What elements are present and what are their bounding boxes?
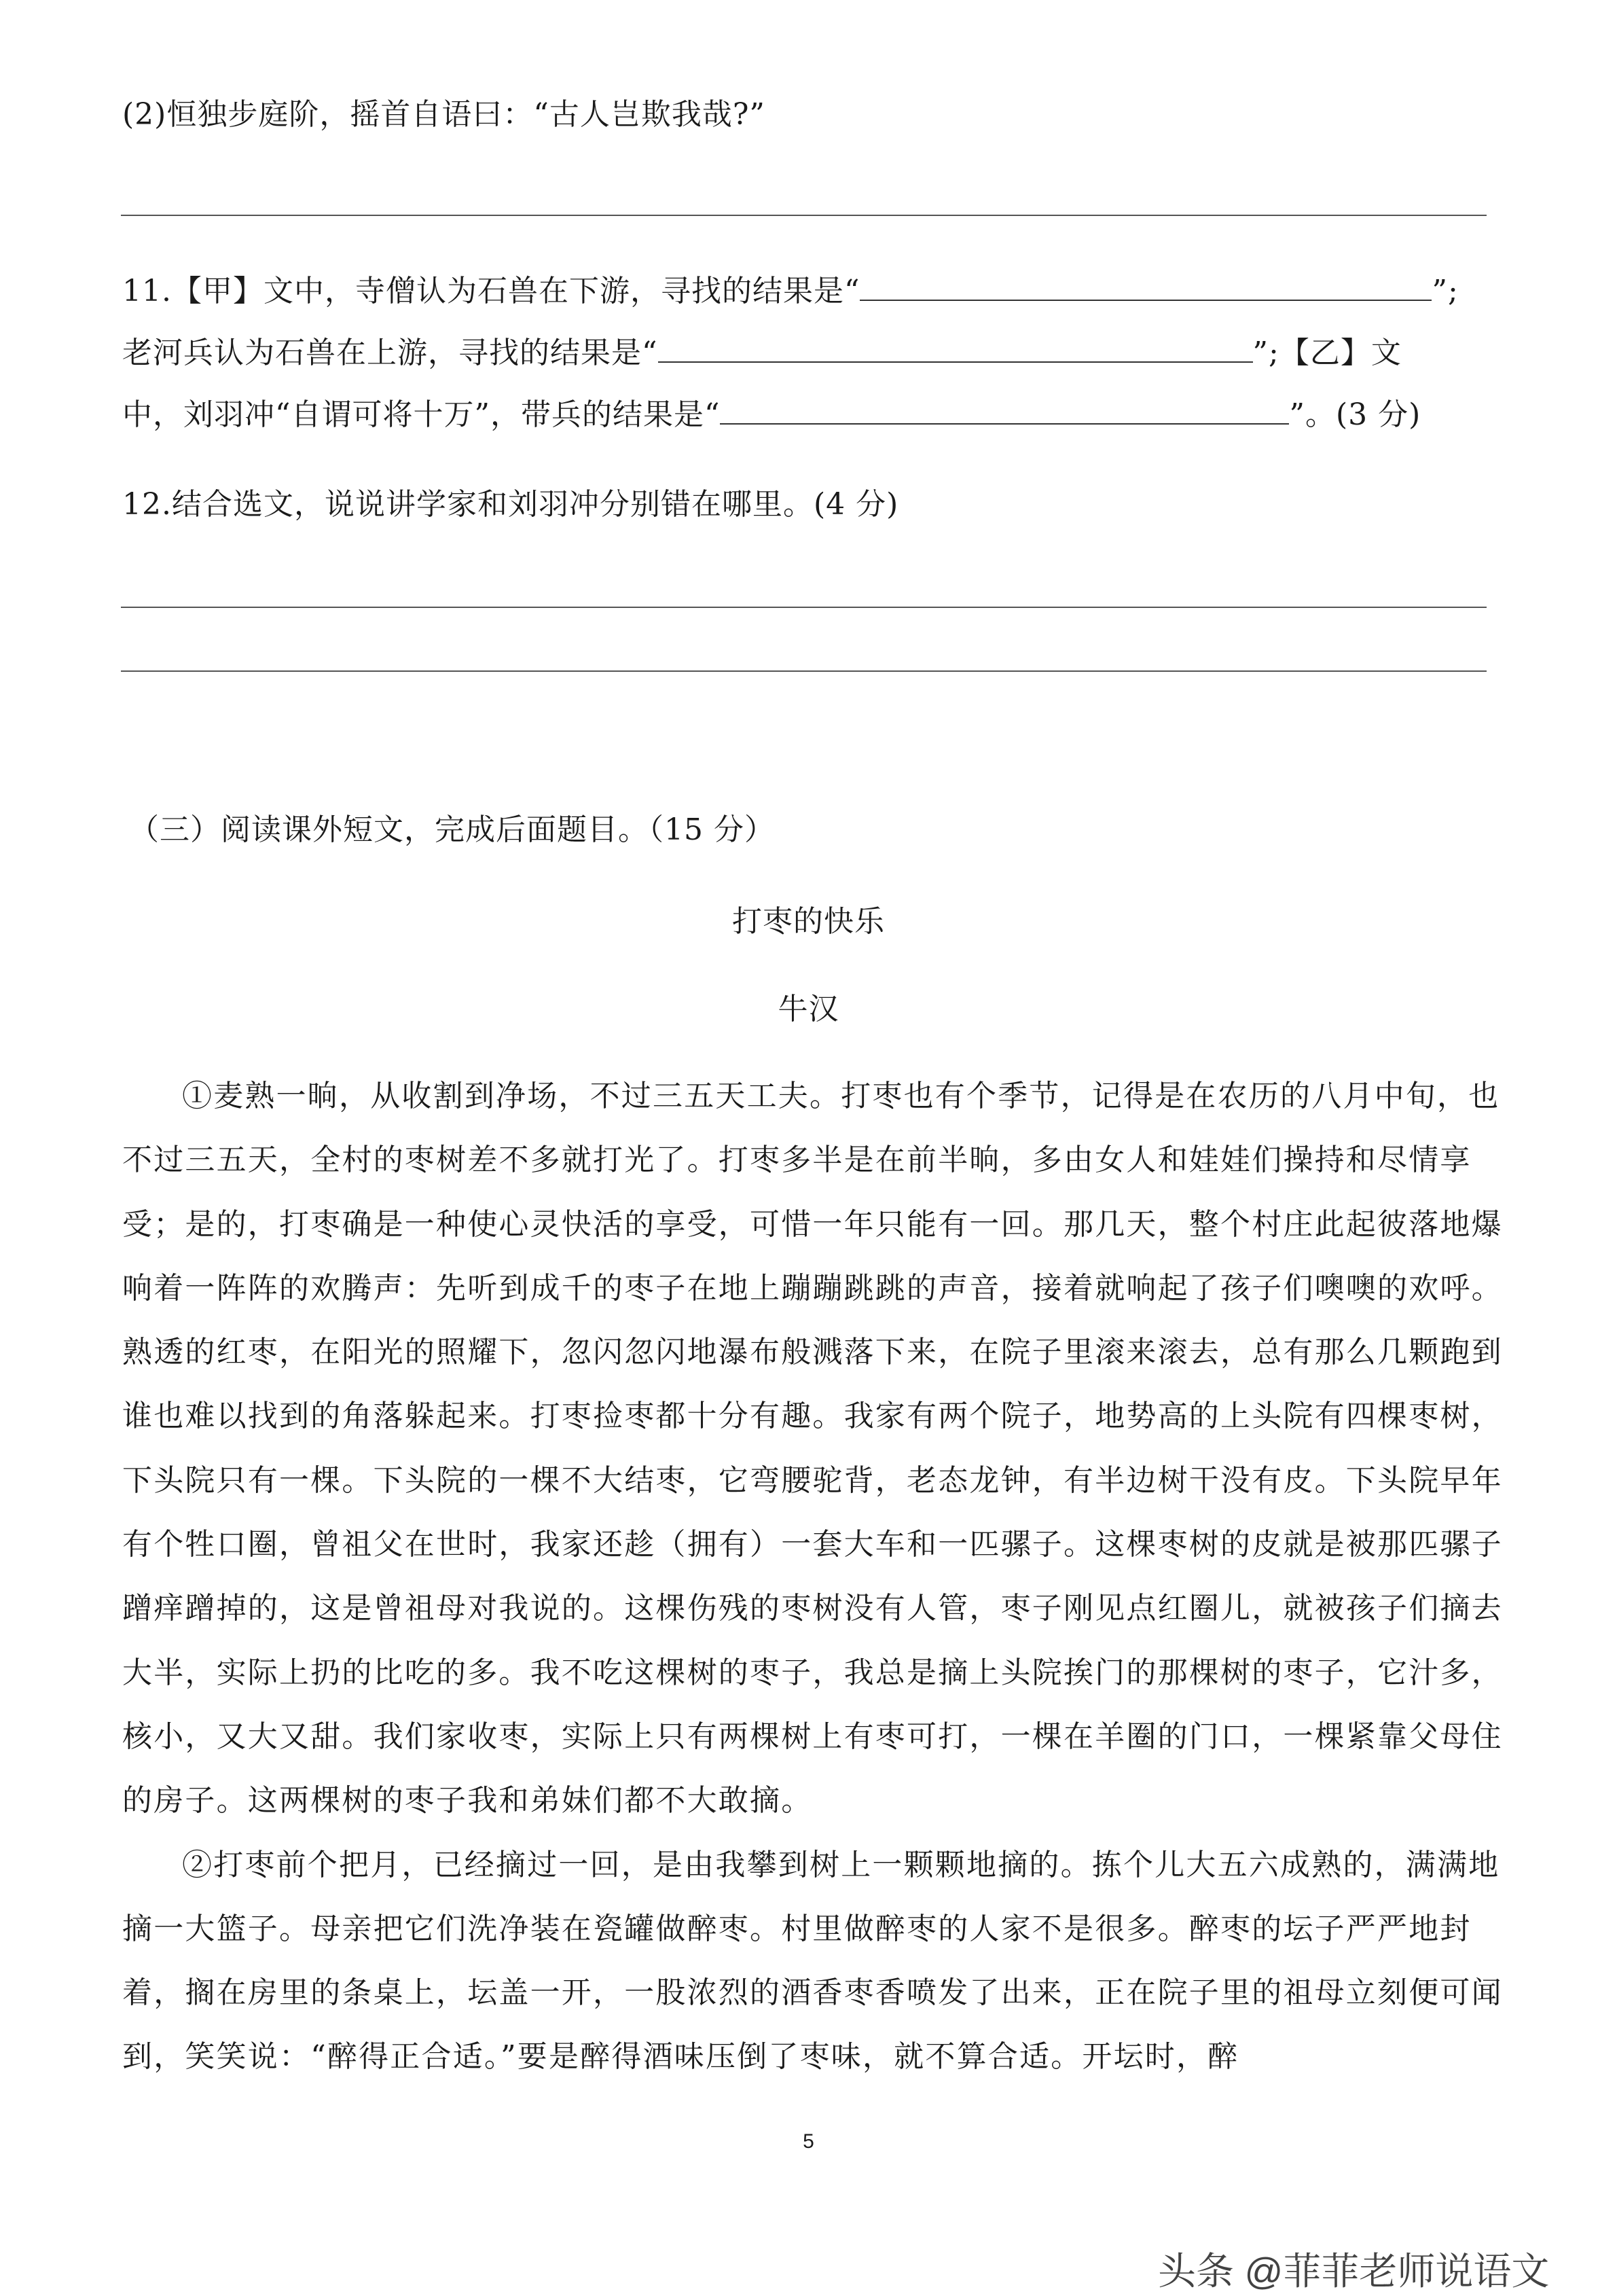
article-title: 打枣的快乐 — [732, 904, 885, 939]
q11-line2-prefix: 老河兵认为石兽在上游，寻找的结果是“ — [122, 336, 658, 370]
q11-line1-prefix: 11.【甲】文中，寺僧认为石兽在下游，寻找的结果是“ — [122, 274, 860, 308]
answer-blank[interactable] — [720, 396, 1289, 425]
answer-blank[interactable] — [860, 272, 1432, 301]
answer-line — [121, 607, 1487, 608]
q11-line2-suffix: ”;【乙】文 — [1252, 336, 1402, 370]
answer-line — [121, 670, 1487, 672]
q11-line3-suffix: ”。(3 分) — [1289, 397, 1421, 432]
question-11-line-3 — [122, 383, 1421, 447]
question-10-2: (2)恒独步庭阶，摇首自语曰：“古人岂欺我哉?” — [122, 97, 765, 132]
section-heading: （三）阅读课外短文，完成后面题目。（15 分） — [129, 812, 775, 847]
question-11-line-2 — [122, 321, 1402, 385]
question-11-line-1 — [122, 259, 1459, 323]
paragraph-1: ①麦熟一晌，从收割到净场，不过三五天工夫。打枣也有个季节，记得是在农历的八月中旬，也不过三五天，全村的枣树差不多就打光了。打枣多半是在前半晌，多由女人和娃娃们操持和尽情享受；是的，打枣确是一种使心灵快活的享受，可惜一年只能有一回。那几天，整个村庄此起彼落地爆响着一阵阵的欢腾声：先听到成千的枣子在地上蹦蹦跳跳的声音，接着就响起了孩子们噢噢的欢呼。熟透的红枣，在阳光的照耀下，忽闪忽闪地瀑布般溅落下来，在院子里滚来滚去，总有那么几颗跑到谁也难以找到的角落躲起来。打枣捡枣都十分有趣。我家有两个院子，地势高的上头院有四棵枣树，下头院只有一棵。下头院的一棵不大结枣，它弯腰驼背，老态龙钟，有半边树干没有皮。下头院早年有个牲口圈，曾祖父在世时，我家还趁（拥有）一套大车和一匹骡子。这棵枣树的皮就是被那匹骡子蹭痒蹭掉的，这是曾祖母对我说的。这棵伤残的枣树没有人管，枣子刚见点红圈儿，就被孩子们摘去大半，实际上扔的比吃的多。我不吃这棵树的枣子，我总是摘上头院挨门的那棵树的枣子，它汁多，核小，又大又甜。我们家收枣，实际上只有两棵树上有枣可打，一棵在羊圈的门口，一棵紧靠父母住的房子。这两棵树的枣子我和弟妹们都不大敢摘。 — [122, 1079, 1503, 1818]
q11-line1-suffix: ”; — [1432, 274, 1459, 308]
paragraph-2: ②打枣前个把月，已经摘过一回，是由我攀到树上一颗颗地摘的。拣个儿大五六成熟的，满满地摘一大篮子。母亲把它们洗净装在瓷罐做醉枣。村里做醉枣的人家不是很多。醉枣的坛子严严地封着，搁在房里的条桌上，坛盖一开，一股浓烈的酒香枣香喷发了出来，正在院子里的祖母立刻便可闻到，笑笑说：“醉得正合适。”要是醉得酒味压倒了枣味，就不算合适。开坛时，醉 — [122, 1847, 1503, 2075]
q11-line3-prefix: 中，刘羽冲“自谓可将十万”，带兵的结果是“ — [122, 397, 721, 432]
article-body — [122, 1064, 1504, 2089]
watermark: 头条 @菲菲老师说语文 — [1158, 2250, 1550, 2293]
page-number: 5 — [803, 2130, 814, 2153]
answer-blank[interactable] — [658, 334, 1253, 363]
answer-line — [121, 215, 1487, 216]
article-author: 牛汉 — [778, 992, 839, 1026]
question-12: 12.结合选文，说说讲学家和刘羽冲分别错在哪里。(4 分) — [122, 487, 899, 522]
